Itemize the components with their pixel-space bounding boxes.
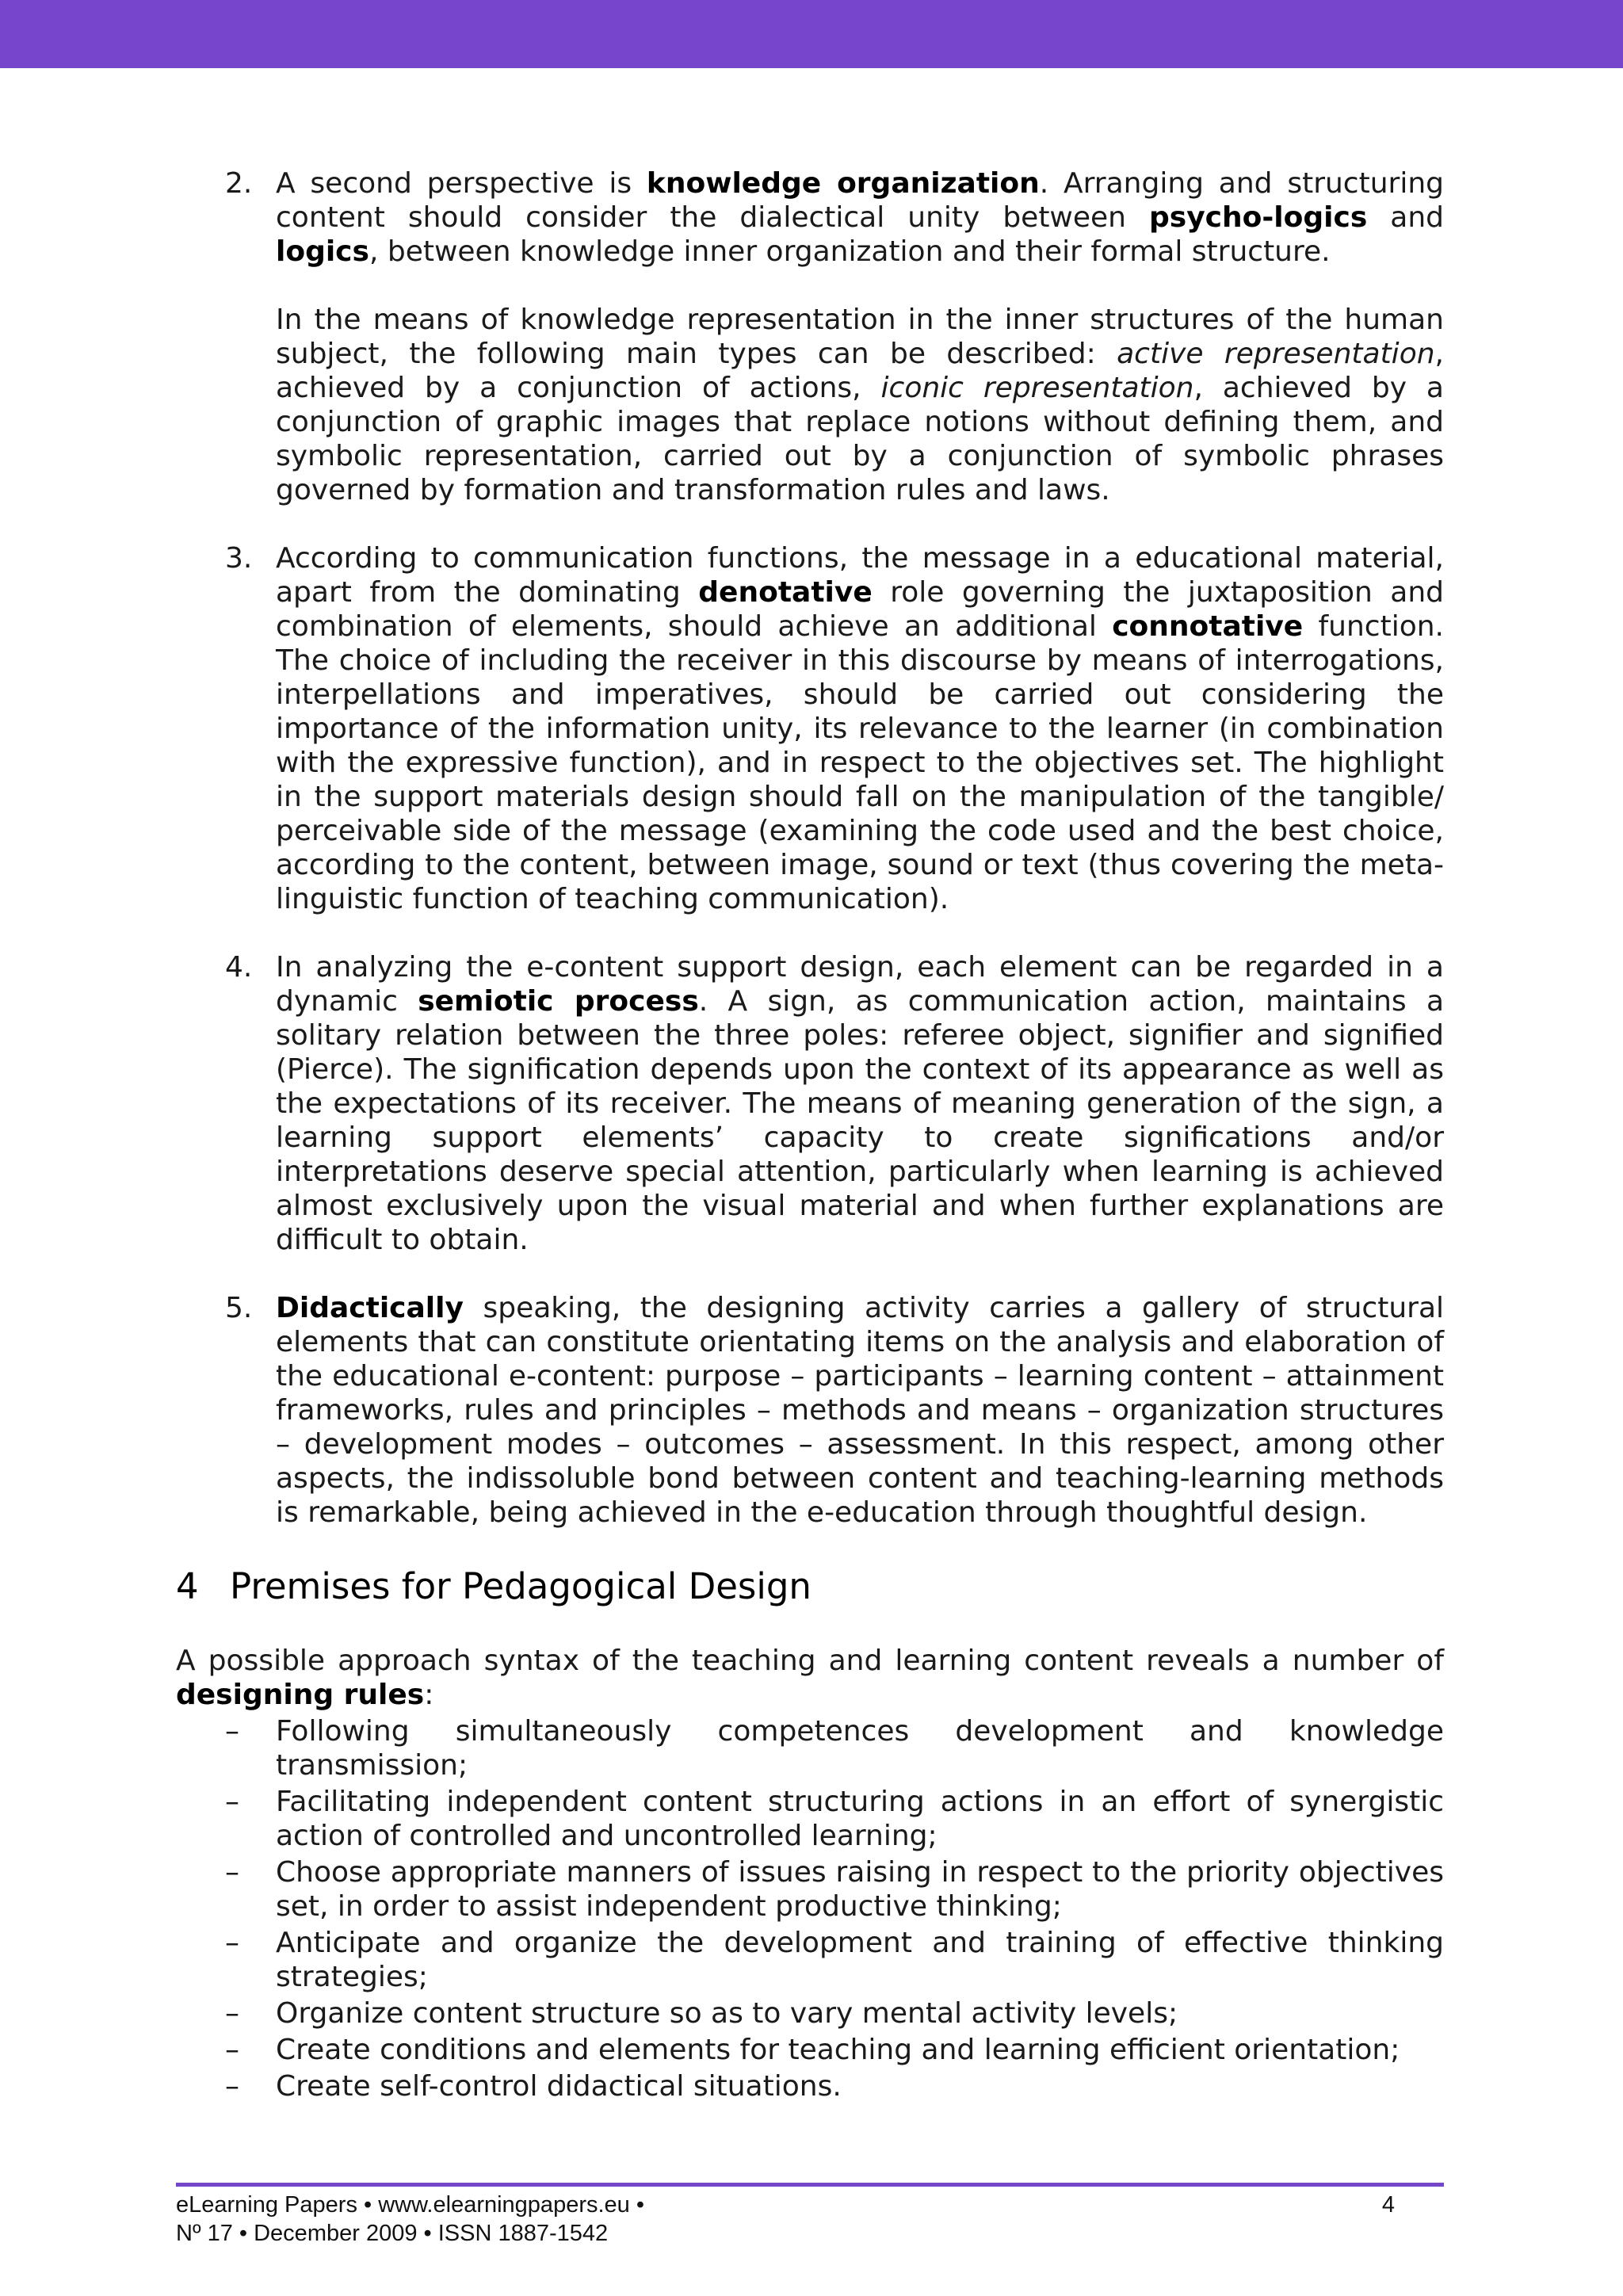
italic-term: iconic representation [880,372,1194,404]
bold-term: semiotic process [418,985,699,1018]
header-band [0,0,1623,68]
footer-rule [176,2183,1444,2187]
bold-term: Didactically [276,1292,464,1324]
text-run: , between knowledge inner organization and their formal structure. [369,235,1331,268]
numbered-item [176,166,1444,507]
text-run: and [1367,201,1445,234]
text-run: In analyzing the e-content support design, each element can be regarded in a dynamic [276,951,1444,1018]
text-run: role governing the juxtaposition and combination of elements, should achieve an additional [276,576,1444,643]
text-run: A possible approach syntax of the teaching and learning content reveals a number of [176,1645,1444,1677]
bold-term: designing rules [176,1679,425,1711]
dash-bullet: – [225,1786,239,1818]
intro-paragraph [176,1644,1444,1712]
text-run: According to communication functions, the message in a educational material, apart from the dominating [276,542,1444,609]
numbered-item [176,950,1444,1257]
item-paragraph [276,303,1444,507]
design-rule-text: Facilitating independent content structuring actions in an effort of synergistic action of controlled and uncontrolled learning; [276,1786,1444,1852]
text-run: In the means of knowledge representation in the inner structures of the human subject, the following main types can be described: [276,304,1444,370]
text-run: . A sign, as communication action, maintains a solitary relation between the three poles: referee object, signifier and signified (Pierce). The signification depends upon the context of its appearance as well as the expectations of its receiver. The means of meaning generation of the sign, a learning support elements’ capacity to create significations and/or interpretations deserve special attention, particularly when learning is achieved almost exclusively upon the visual material and when further explanations are difficult to obtain. [276,985,1445,1256]
bold-term: connotative [1112,610,1304,643]
numbered-item [176,1291,1444,1530]
page-number: 4 [1381,2192,1395,2218]
item-number: 5. [225,1292,253,1324]
text-run: , achieved by a conjunction of graphic images that replace notions without defining them, and symbolic representation, carried out by a conjunction of symbolic phrases governed by formation and transformation rules and laws. [276,372,1444,506]
item-paragraph [276,541,1444,916]
design-rule-item [176,2069,1444,2103]
design-rule-text: Following simultaneously competences development and knowledge transmission; [276,1715,1444,1782]
dash-bullet: – [225,1927,239,1959]
dash-bullet: – [225,1856,239,1889]
text-run: A second perspective is [276,167,647,200]
numbered-list [176,166,1444,1530]
text-run: : [424,1679,434,1711]
text-run: speaking, the designing activity carries a gallery of structural elements that can constitute orientating items on the analysis and elaboration of the educational e-content: purpose – participants – learning content – attainment frameworks, rules and principles – methods and means – organization structures – development modes – outcomes – assessment. In this respect, among other aspects, the indissoluble bond between content and teaching-learning methods is remarkable, being achieved in the e-education through thoughtful design. [276,1292,1444,1529]
design-rule-item [176,1926,1444,1994]
design-rule-text: Create conditions and elements for teaching and learning efficient orientation; [276,2034,1400,2066]
design-rule-text: Anticipate and organize the development and training of effective thinking strategies; [276,1927,1444,1993]
design-rule-text: Choose appropriate manners of issues raising in respect to the priority objectives set, in order to assist independent productive thinking; [276,1856,1444,1923]
item-paragraph [276,1291,1444,1530]
bold-term: denotative [698,576,873,609]
item-paragraph [276,166,1444,269]
design-rule-item [176,2033,1444,2067]
dash-bullet: – [225,1997,239,2030]
section-title: Premises for Pedagogical Design [230,1565,812,1607]
item-number: 3. [225,542,253,575]
text-run: , achieved by a conjunction of actions, [276,338,1444,404]
footer-issue-line: Nº 17 • December 2009 • ISSN 1887-1542 [176,2221,609,2246]
dash-bullet: – [225,1715,239,1748]
design-rule-item [176,1714,1444,1782]
design-rule-item [176,1855,1444,1924]
footer [176,2191,1444,2248]
design-rule-item [176,1785,1444,1853]
item-number: 2. [225,167,253,200]
italic-term: active representation [1117,338,1435,370]
bold-term: knowledge organization [646,167,1040,200]
text-run: . Arranging and structuring content should consider the dialectical unity between [276,167,1445,234]
design-rule-text: Create self-control didactical situations. [276,2070,842,2103]
dash-bullet: – [225,2034,239,2066]
section-heading [176,1564,1444,1610]
dash-bullet: – [225,2070,239,2103]
numbered-item [176,541,1444,916]
design-rule-item [176,1996,1444,2030]
page-content [176,166,1444,2103]
item-paragraph [276,950,1444,1257]
item-number: 4. [225,951,253,984]
design-rule-text: Organize content structure so as to vary mental activity levels; [276,1997,1178,2030]
text-run: function. The choice of including the receiver in this discourse by means of interrogations, interpellations and imperatives, should be carried out considering the importance of the information unity, its relevance to the learner (in combination with the expressive function), and in respect to the objectives set. The highlight in the support materials design should fall on the manipulation of the tangible/ perceivable side of the message (examining the code used and the best choice, according to the content, between image, sound or text (thus covering the meta-linguistic function of teaching communication). [276,610,1444,915]
footer-journal-line: eLearning Papers • www.elearningpapers.eu • [176,2192,645,2218]
design-rules-list [176,1714,1444,2103]
section-number: 4 [176,1565,199,1607]
bold-term: logics [276,235,369,268]
bold-term: psycho-logics [1149,201,1368,234]
